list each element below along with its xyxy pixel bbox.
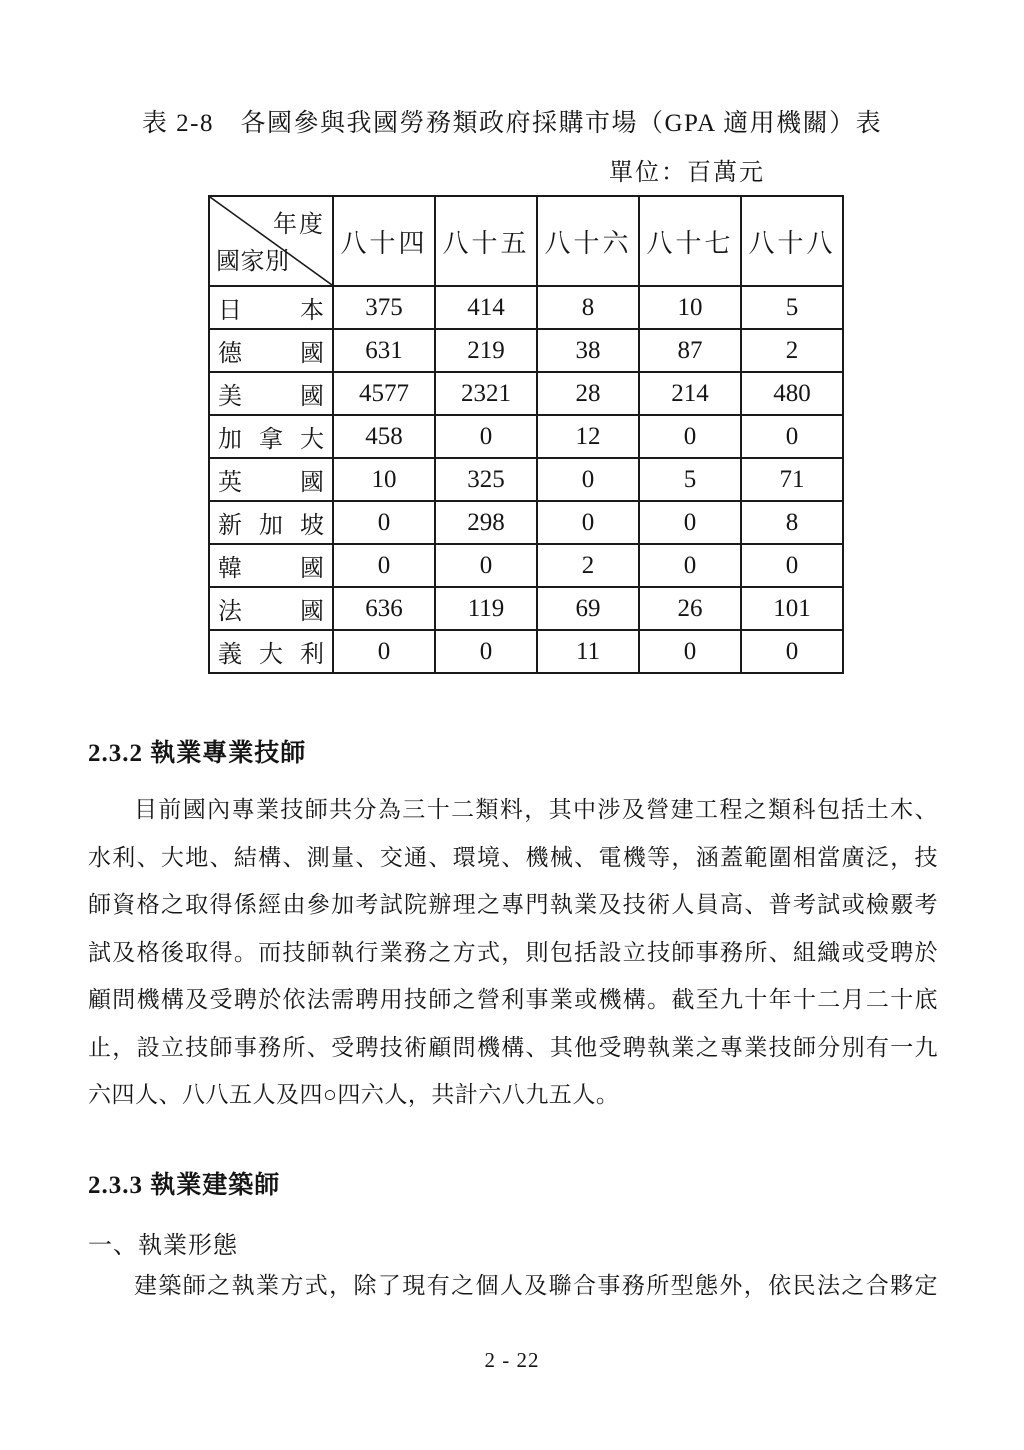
value-cell: 219 (435, 329, 537, 372)
paragraph-line: 六四人、八八五人及四○四六人，共計六八九五人。 (88, 1082, 620, 1107)
value-cell: 11 (537, 630, 639, 673)
country-cell: 義大利 (209, 630, 333, 673)
table-row-usa (209, 372, 843, 415)
gpa-procurement-table (208, 195, 844, 674)
value-cell: 375 (333, 286, 435, 329)
year-header-87: 八十七 (639, 196, 741, 286)
table-row-germany (209, 329, 843, 372)
value-cell: 119 (435, 587, 537, 630)
corner-cell (209, 196, 333, 286)
section-heading-233: 2.3.3 執業建築師 (88, 1172, 281, 1199)
value-cell: 0 (333, 501, 435, 544)
value-cell: 631 (333, 329, 435, 372)
corner-label-year: 年度 (273, 212, 325, 238)
value-cell: 28 (537, 372, 639, 415)
paragraph-line: 師資格之取得係經由參加考試院辦理之專門執業及技術人員高、普考試或檢覈考 (88, 892, 938, 917)
value-cell: 8 (741, 501, 843, 544)
table-row-canada (209, 415, 843, 458)
page-number: 2 - 22 (484, 1348, 540, 1372)
corner-label-country: 國家別 (216, 249, 290, 275)
country-cell: 英國 (209, 458, 333, 501)
value-cell: 101 (741, 587, 843, 630)
year-header-88: 八十八 (741, 196, 843, 286)
value-cell: 0 (435, 544, 537, 587)
country-cell: 美國 (209, 372, 333, 415)
value-cell: 26 (639, 587, 741, 630)
value-cell: 480 (741, 372, 843, 415)
value-cell: 5 (741, 286, 843, 329)
value-cell: 0 (435, 415, 537, 458)
year-header-85: 八十五 (435, 196, 537, 286)
value-cell: 4577 (333, 372, 435, 415)
subsection-heading-practice-form: 一、執業形態 (88, 1233, 238, 1259)
value-cell: 0 (639, 501, 741, 544)
paragraph-line: 目前國內專業技師共分為三十二類料，其中涉及營建工程之類科包括土木、 (134, 797, 938, 822)
paragraph-line: 試及格後取得。而技師執行業務之方式，則包括設立技師事務所、組織或受聘於 (88, 939, 938, 965)
country-cell: 法國 (209, 587, 333, 630)
country-cell: 加拿大 (209, 415, 333, 458)
paragraph-line: 建築師之執業方式，除了現有之個人及聯合事務所型態外，依民法之合夥定 (134, 1273, 938, 1298)
value-cell: 2 (537, 544, 639, 587)
country-cell: 日本 (209, 286, 333, 329)
value-cell: 636 (333, 587, 435, 630)
value-cell: 12 (537, 415, 639, 458)
value-cell: 214 (639, 372, 741, 415)
value-cell: 2 (741, 329, 843, 372)
country-cell: 德國 (209, 329, 333, 372)
value-cell: 0 (537, 501, 639, 544)
value-cell: 10 (639, 286, 741, 329)
value-cell: 87 (639, 329, 741, 372)
section-232-paragraph (88, 786, 938, 1119)
value-cell: 0 (741, 415, 843, 458)
table-row-korea (209, 544, 843, 587)
year-header-86: 八十六 (537, 196, 639, 286)
value-cell: 10 (333, 458, 435, 501)
value-cell: 0 (537, 458, 639, 501)
value-cell: 0 (639, 415, 741, 458)
table-row-france (209, 587, 843, 630)
paragraph-line: 水利、大地、結構、測量、交通、環境、機械、電機等，涵蓋範圍相當廣泛，技 (88, 844, 938, 870)
table-row-italy (209, 630, 843, 673)
section-heading-232: 2.3.2 執業專業技師 (88, 740, 307, 767)
value-cell: 458 (333, 415, 435, 458)
value-cell: 69 (537, 587, 639, 630)
table-row-japan (209, 286, 843, 329)
value-cell: 38 (537, 329, 639, 372)
value-cell: 5 (639, 458, 741, 501)
value-cell: 0 (639, 544, 741, 587)
value-cell: 0 (741, 544, 843, 587)
section-233-paragraph (88, 1262, 938, 1310)
value-cell: 414 (435, 286, 537, 329)
value-cell: 2321 (435, 372, 537, 415)
paragraph-line: 顧問機構及受聘於依法需聘用技師之營利事業或機構。截至九十年十二月二十底 (88, 987, 938, 1012)
value-cell: 0 (435, 630, 537, 673)
value-cell: 0 (741, 630, 843, 673)
value-cell: 0 (333, 630, 435, 673)
year-header-84: 八十四 (333, 196, 435, 286)
table-title: 表 2-8 各國參與我國勞務類政府採購市場（GPA 適用機關）表 (141, 110, 883, 137)
table-row-singapore (209, 501, 843, 544)
country-cell: 韓國 (209, 544, 333, 587)
unit-label: 單位：百萬元 (609, 160, 765, 186)
value-cell: 0 (333, 544, 435, 587)
table-header-row (209, 196, 843, 286)
value-cell: 0 (639, 630, 741, 673)
table-row-uk (209, 458, 843, 501)
value-cell: 298 (435, 501, 537, 544)
value-cell: 325 (435, 458, 537, 501)
country-cell: 新加坡 (209, 501, 333, 544)
value-cell: 71 (741, 458, 843, 501)
value-cell: 8 (537, 286, 639, 329)
paragraph-line: 止，設立技師事務所、受聘技術顧問機構、其他受聘執業之專業技師分別有一九 (88, 1034, 938, 1060)
